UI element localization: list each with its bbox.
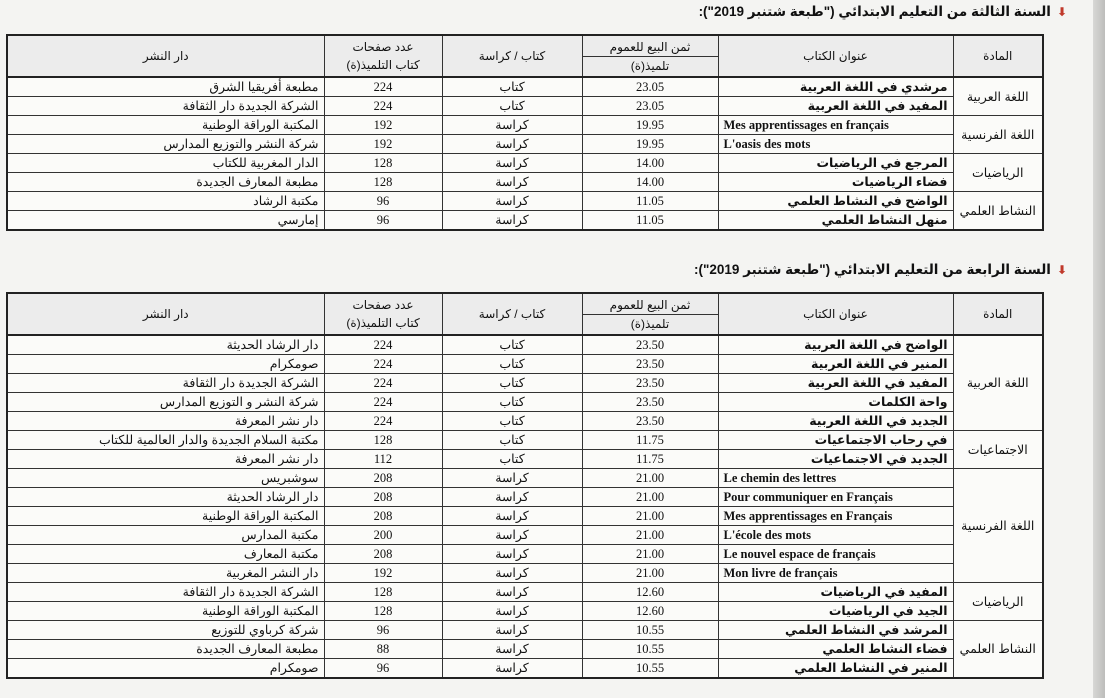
price-cell: 10.55 bbox=[582, 640, 718, 659]
book-title: Mes apprentissages en Français bbox=[718, 507, 953, 526]
table-row bbox=[7, 507, 1043, 526]
bullet-arrow-icon: ⬇ bbox=[1056, 5, 1067, 19]
price-cell: 11.05 bbox=[582, 211, 718, 231]
subject-cell: الاجتماعيات bbox=[953, 431, 1043, 469]
book-title: المفيد في اللغة العربية bbox=[718, 374, 953, 393]
header-pages-top: عدد صفحات bbox=[352, 298, 414, 312]
book-title: المفيد في اللغة العربية bbox=[718, 97, 953, 116]
table-row bbox=[7, 602, 1043, 621]
type-cell: كراسة bbox=[442, 564, 582, 583]
subject-cell: الرياضيات bbox=[953, 583, 1043, 621]
pages-cell: 208 bbox=[324, 469, 442, 488]
publisher-cell: الدار المغربية للكتاب bbox=[7, 154, 324, 173]
pages-cell: 96 bbox=[324, 192, 442, 211]
type-cell: كراسة bbox=[442, 507, 582, 526]
pages-cell: 128 bbox=[324, 431, 442, 450]
book-title: الجديد في اللغة العربية bbox=[718, 412, 953, 431]
pages-cell: 192 bbox=[324, 135, 442, 154]
book-title: منهل النشاط العلمي bbox=[718, 211, 953, 231]
book-title: المرجع في الرياضيات bbox=[718, 154, 953, 173]
pages-cell: 208 bbox=[324, 545, 442, 564]
header-title: عنوان الكتاب bbox=[718, 35, 953, 77]
publisher-cell: مطبعة المعارف الجديدة bbox=[7, 640, 324, 659]
price-cell: 11.05 bbox=[582, 192, 718, 211]
table-row bbox=[7, 374, 1043, 393]
pages-cell: 224 bbox=[324, 412, 442, 431]
book-title: الواضح في النشاط العلمي bbox=[718, 192, 953, 211]
book-title: المفيد في الرياضيات bbox=[718, 583, 953, 602]
grade4-table bbox=[6, 292, 1044, 679]
section4-heading-text: السنة الرابعة من التعليم الابتدائي ("طبعة شتنبر 2019"): bbox=[694, 262, 1051, 277]
type-cell: كتاب bbox=[442, 77, 582, 97]
pages-cell: 128 bbox=[324, 583, 442, 602]
type-cell: كتاب bbox=[442, 393, 582, 412]
publisher-cell: مكتبة الرشاد bbox=[7, 192, 324, 211]
type-cell: كتاب bbox=[442, 450, 582, 469]
book-title: فضاء النشاط العلمي bbox=[718, 640, 953, 659]
table-row bbox=[7, 97, 1043, 116]
pages-cell: 88 bbox=[324, 640, 442, 659]
pages-cell: 128 bbox=[324, 154, 442, 173]
price-cell: 10.55 bbox=[582, 659, 718, 679]
type-cell: كتاب bbox=[442, 374, 582, 393]
price-cell: 21.00 bbox=[582, 545, 718, 564]
type-cell: كراسة bbox=[442, 488, 582, 507]
subject-cell: النشاط العلمي bbox=[953, 192, 1043, 231]
price-cell: 23.50 bbox=[582, 393, 718, 412]
publisher-cell: دار الرشاد الحديثة bbox=[7, 335, 324, 355]
table-row bbox=[7, 335, 1043, 355]
table-row bbox=[7, 659, 1043, 679]
publisher-cell: شركة النشر والتوزيع المدارس bbox=[7, 135, 324, 154]
table-row bbox=[7, 564, 1043, 583]
table-row bbox=[7, 77, 1043, 97]
book-title: في رحاب الاجتماعيات bbox=[718, 431, 953, 450]
book-title: Le chemin des lettres bbox=[718, 469, 953, 488]
pages-cell: 208 bbox=[324, 488, 442, 507]
page-edge-shadow bbox=[1093, 0, 1105, 698]
pages-cell: 128 bbox=[324, 602, 442, 621]
publisher-cell: شركة النشر و التوزيع المدارس bbox=[7, 393, 324, 412]
header-type: كتاب / كراسة bbox=[442, 293, 582, 335]
pages-cell: 96 bbox=[324, 211, 442, 231]
table-row bbox=[7, 135, 1043, 154]
pages-cell: 200 bbox=[324, 526, 442, 545]
section4-heading bbox=[694, 262, 1067, 278]
pages-cell: 224 bbox=[324, 393, 442, 412]
type-cell: كراسة bbox=[442, 640, 582, 659]
price-cell: 21.00 bbox=[582, 488, 718, 507]
header-price-top: ثمن البيع للعموم bbox=[583, 297, 718, 315]
book-title: Pour communiquer en Français bbox=[718, 488, 953, 507]
header-subject: المادة bbox=[953, 293, 1043, 335]
price-cell: 21.00 bbox=[582, 469, 718, 488]
book-title: الجيد في الرياضيات bbox=[718, 602, 953, 621]
type-cell: كتاب bbox=[442, 335, 582, 355]
price-cell: 23.05 bbox=[582, 97, 718, 116]
type-cell: كتاب bbox=[442, 412, 582, 431]
book-title: L'oasis des mots bbox=[718, 135, 953, 154]
pages-cell: 208 bbox=[324, 507, 442, 526]
publisher-cell: مطبعة أفريقيا الشرق bbox=[7, 77, 324, 97]
price-cell: 23.50 bbox=[582, 355, 718, 374]
publisher-cell: الشركة الجديدة دار الثقافة bbox=[7, 97, 324, 116]
price-cell: 19.95 bbox=[582, 135, 718, 154]
header-price bbox=[582, 293, 718, 335]
table-row bbox=[7, 412, 1043, 431]
publisher-cell: دار الرشاد الحديثة bbox=[7, 488, 324, 507]
publisher-cell: الشركة الجديدة دار الثقافة bbox=[7, 583, 324, 602]
pages-cell: 224 bbox=[324, 355, 442, 374]
price-cell: 21.00 bbox=[582, 526, 718, 545]
book-title: الجديد في الاجتماعيات bbox=[718, 450, 953, 469]
subject-cell: اللغة العربية bbox=[953, 335, 1043, 431]
price-cell: 11.75 bbox=[582, 450, 718, 469]
pages-cell: 96 bbox=[324, 659, 442, 679]
header-publisher: دار النشر bbox=[7, 35, 324, 77]
book-title: Mon livre de français bbox=[718, 564, 953, 583]
publisher-cell: سوشبريس bbox=[7, 469, 324, 488]
price-cell: 23.50 bbox=[582, 374, 718, 393]
book-title: المرشد في النشاط العلمي bbox=[718, 621, 953, 640]
type-cell: كراسة bbox=[442, 659, 582, 679]
table-row bbox=[7, 154, 1043, 173]
type-cell: كتاب bbox=[442, 355, 582, 374]
price-cell: 23.50 bbox=[582, 412, 718, 431]
pages-cell: 224 bbox=[324, 335, 442, 355]
header-price bbox=[582, 35, 718, 77]
header-price-bottom: تلميذ(ة) bbox=[630, 316, 670, 331]
publisher-cell: الشركة الجديدة دار الثقافة bbox=[7, 374, 324, 393]
book-title: Le nouvel espace de français bbox=[718, 545, 953, 564]
type-cell: كراسة bbox=[442, 602, 582, 621]
header-type: كتاب / كراسة bbox=[442, 35, 582, 77]
price-cell: 23.50 bbox=[582, 335, 718, 355]
subject-cell: اللغة الفرنسية bbox=[953, 116, 1043, 154]
table-row bbox=[7, 173, 1043, 192]
subject-cell: اللغة العربية bbox=[953, 77, 1043, 116]
header-pages bbox=[324, 293, 442, 335]
book-title: المنير في اللغة العربية bbox=[718, 355, 953, 374]
type-cell: كراسة bbox=[442, 469, 582, 488]
header-price-top: ثمن البيع للعموم bbox=[583, 39, 718, 57]
book-title: Mes apprentissages en français bbox=[718, 116, 953, 135]
publisher-cell: دار نشر المعرفة bbox=[7, 412, 324, 431]
table-row bbox=[7, 469, 1043, 488]
price-cell: 11.75 bbox=[582, 431, 718, 450]
pages-cell: 224 bbox=[324, 374, 442, 393]
table-row bbox=[7, 450, 1043, 469]
header-title: عنوان الكتاب bbox=[718, 293, 953, 335]
type-cell: كراسة bbox=[442, 154, 582, 173]
table-row bbox=[7, 583, 1043, 602]
header-pages-bottom: كتاب التلميذ(ة) bbox=[346, 316, 420, 330]
type-cell: كتاب bbox=[442, 431, 582, 450]
price-cell: 23.05 bbox=[582, 77, 718, 97]
pages-cell: 128 bbox=[324, 173, 442, 192]
publisher-cell: المكتبة الوراقة الوطنية bbox=[7, 116, 324, 135]
publisher-cell: إمارسي bbox=[7, 211, 324, 231]
book-title: L'école des mots bbox=[718, 526, 953, 545]
subject-cell: اللغة الفرنسية bbox=[953, 469, 1043, 583]
publisher-cell: مطبعة المعارف الجديدة bbox=[7, 173, 324, 192]
book-title: فضاء الرياضيات bbox=[718, 173, 953, 192]
publisher-cell: المكتبة الوراقة الوطنية bbox=[7, 507, 324, 526]
header-pages-bottom: كتاب التلميذ(ة) bbox=[346, 58, 420, 72]
publisher-cell: مكتبة المدارس bbox=[7, 526, 324, 545]
table-row bbox=[7, 192, 1043, 211]
subject-cell: الرياضيات bbox=[953, 154, 1043, 192]
price-cell: 19.95 bbox=[582, 116, 718, 135]
table-row bbox=[7, 393, 1043, 412]
publisher-cell: دار نشر المعرفة bbox=[7, 450, 324, 469]
pages-cell: 224 bbox=[324, 97, 442, 116]
header-subject: المادة bbox=[953, 35, 1043, 77]
table-row bbox=[7, 355, 1043, 374]
table-row bbox=[7, 211, 1043, 231]
type-cell: كراسة bbox=[442, 621, 582, 640]
section3-heading bbox=[699, 4, 1067, 20]
subject-cell: النشاط العلمي bbox=[953, 621, 1043, 679]
type-cell: كراسة bbox=[442, 545, 582, 564]
bullet-arrow-icon: ⬇ bbox=[1056, 263, 1067, 277]
publisher-cell: صومكرام bbox=[7, 659, 324, 679]
type-cell: كراسة bbox=[442, 135, 582, 154]
type-cell: كراسة bbox=[442, 211, 582, 231]
pages-cell: 224 bbox=[324, 77, 442, 97]
table-row bbox=[7, 116, 1043, 135]
pages-cell: 192 bbox=[324, 116, 442, 135]
type-cell: كراسة bbox=[442, 192, 582, 211]
header-price-bottom: تلميذ(ة) bbox=[630, 58, 670, 73]
price-cell: 21.00 bbox=[582, 507, 718, 526]
type-cell: كتاب bbox=[442, 97, 582, 116]
pages-cell: 112 bbox=[324, 450, 442, 469]
pages-cell: 192 bbox=[324, 564, 442, 583]
price-cell: 14.00 bbox=[582, 173, 718, 192]
type-cell: كراسة bbox=[442, 173, 582, 192]
publisher-cell: دار النشر المغربية bbox=[7, 564, 324, 583]
type-cell: كراسة bbox=[442, 583, 582, 602]
book-title: واحة الكلمات bbox=[718, 393, 953, 412]
header-publisher: دار النشر bbox=[7, 293, 324, 335]
pages-cell: 96 bbox=[324, 621, 442, 640]
book-title: الواضح في اللغة العربية bbox=[718, 335, 953, 355]
publisher-cell: مكتبة السلام الجديدة والدار العالمية للكتاب bbox=[7, 431, 324, 450]
price-cell: 10.55 bbox=[582, 621, 718, 640]
table-row bbox=[7, 431, 1043, 450]
header-pages bbox=[324, 35, 442, 77]
header-pages-top: عدد صفحات bbox=[352, 40, 414, 54]
table-row bbox=[7, 621, 1043, 640]
price-cell: 14.00 bbox=[582, 154, 718, 173]
book-title: المنير في النشاط العلمي bbox=[718, 659, 953, 679]
price-cell: 12.60 bbox=[582, 583, 718, 602]
price-cell: 21.00 bbox=[582, 564, 718, 583]
publisher-cell: شركة كرباوي للتوزيع bbox=[7, 621, 324, 640]
publisher-cell: مكتبة المعارف bbox=[7, 545, 324, 564]
grade3-table bbox=[6, 34, 1044, 231]
publisher-cell: صومكرام bbox=[7, 355, 324, 374]
publisher-cell: المكتبة الوراقة الوطنية bbox=[7, 602, 324, 621]
book-title: مرشدي في اللغة العربية bbox=[718, 77, 953, 97]
price-cell: 12.60 bbox=[582, 602, 718, 621]
type-cell: كراسة bbox=[442, 116, 582, 135]
type-cell: كراسة bbox=[442, 526, 582, 545]
table-row bbox=[7, 526, 1043, 545]
table-row bbox=[7, 488, 1043, 507]
table-row bbox=[7, 545, 1043, 564]
section3-heading-text: السنة الثالثة من التعليم الابتدائي ("طبعة شتنبر 2019"): bbox=[698, 4, 1051, 19]
table-row bbox=[7, 640, 1043, 659]
